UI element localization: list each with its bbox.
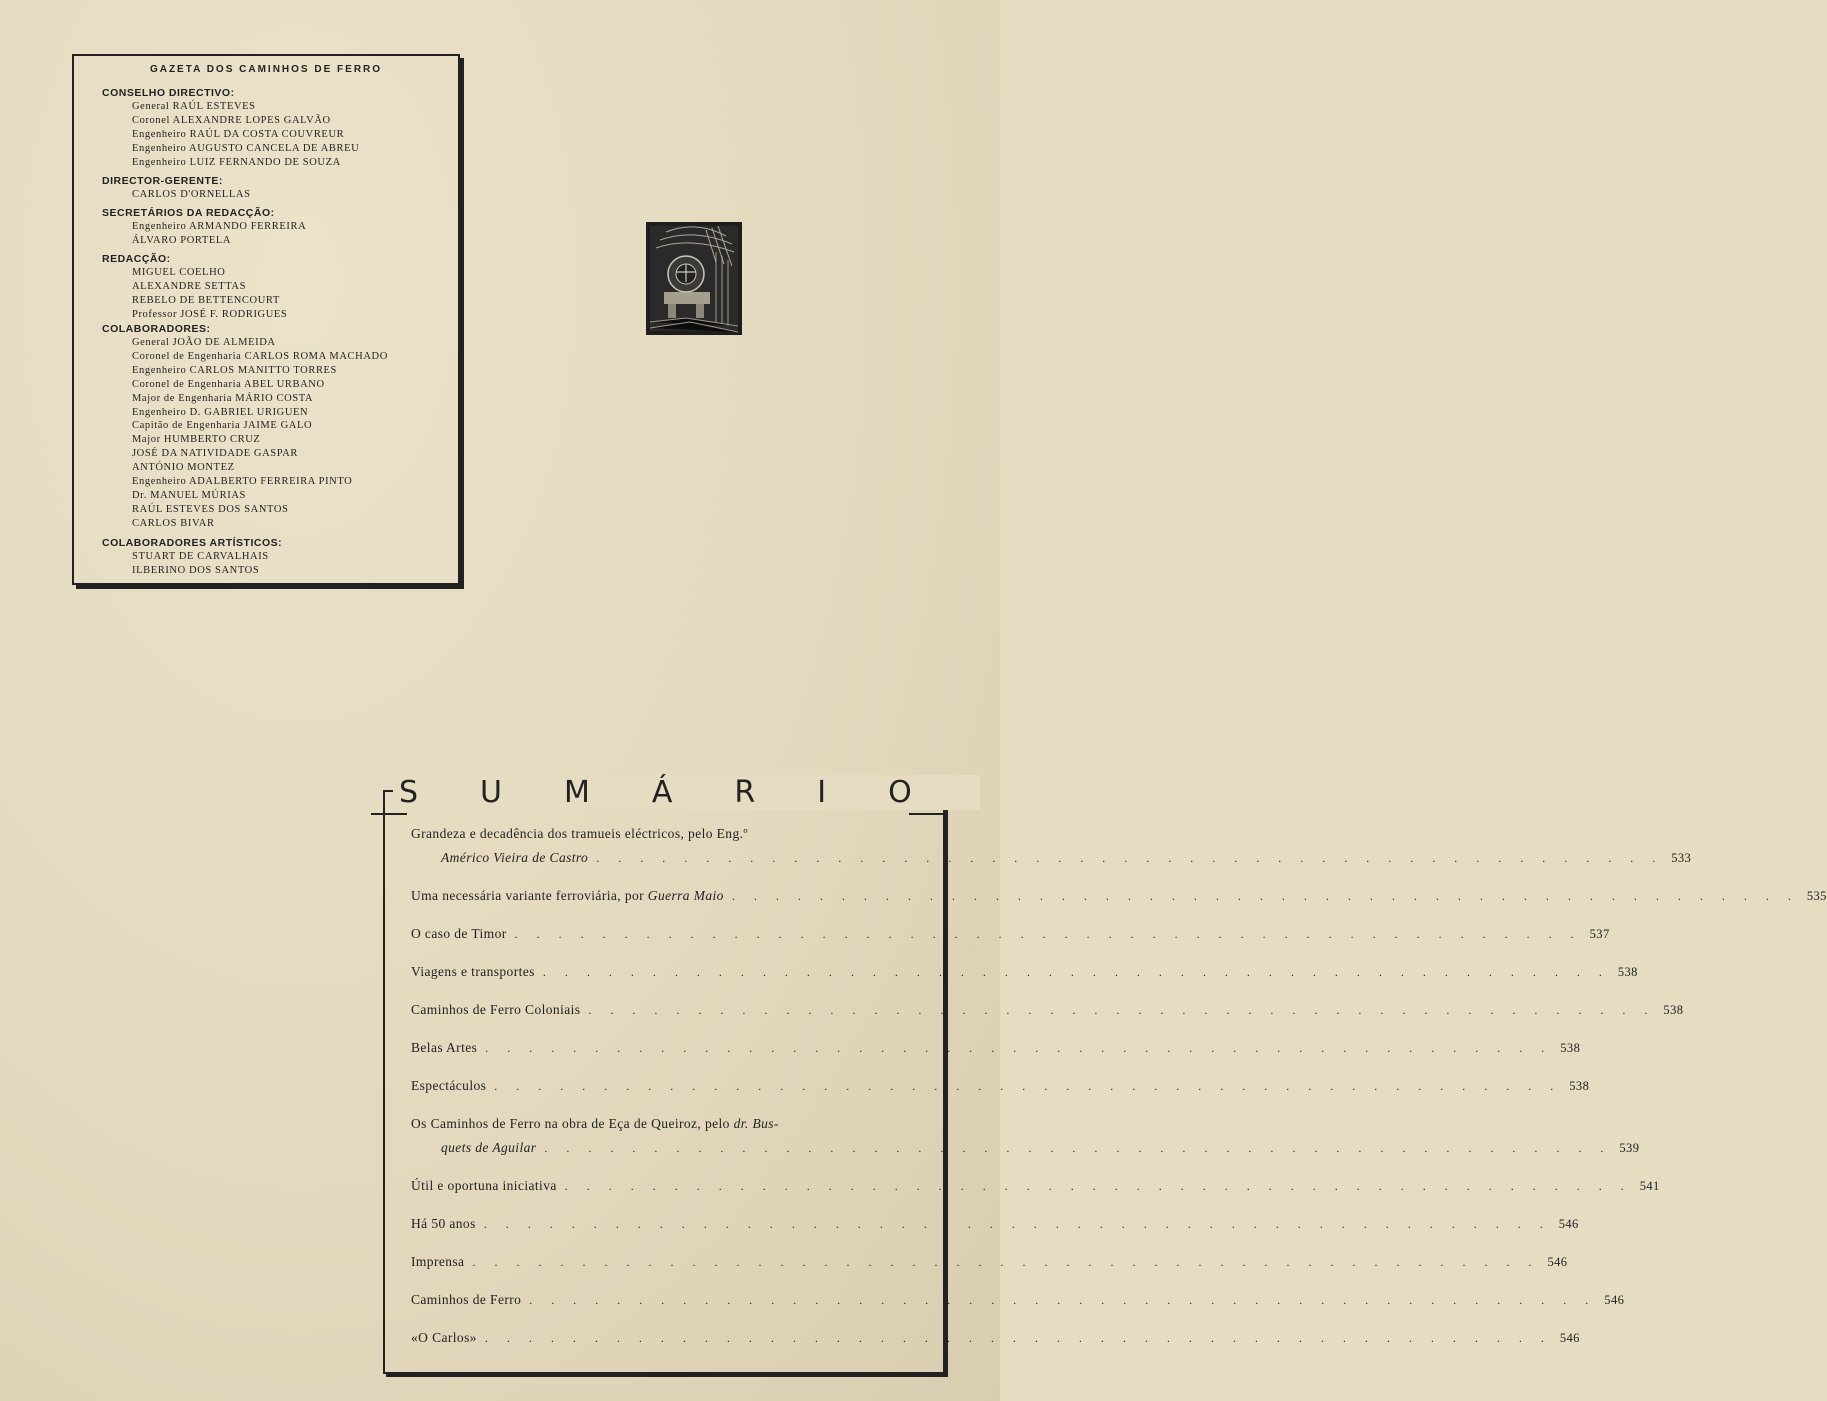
toc-leader-line — [411, 1140, 1640, 1156]
locomotive-woodcut-icon — [646, 222, 742, 335]
toc-leader-line — [411, 1216, 1579, 1232]
leader-dots: . . . . . . . . . . . . . . . . . . . . . . . . . . . . . . . . . . . . . . . . . . . . . . . . . — [596, 851, 1664, 865]
toc-leader-line — [411, 1002, 1684, 1018]
leader-dots: . . . . . . . . . . . . . . . . . . . . . . . . . . . . . . . . . . . . . . . . . . . . . . . . . — [484, 1331, 1552, 1345]
toc-entry — [411, 1254, 1568, 1270]
staff-name: Coronel ALEXANDRE LOPES GALVÃO — [132, 114, 331, 126]
toc-title: Útil e oportuna iniciativa — [411, 1178, 557, 1193]
toc-leader-line — [411, 926, 1610, 942]
page-number: 546 — [1559, 1331, 1580, 1345]
staff-name: CARLOS D'ORNELLAS — [132, 189, 251, 200]
staff-name: STUART DE CARVALHAIS — [132, 551, 269, 562]
leader-dots: . . . . . . . . . . . . . . . . . . . . . . . . . . . . . . . . . . . . . . . . . . . . . . . . . — [472, 1255, 1540, 1269]
staff-name: Coronel de Engenharia ABEL URBANO — [132, 378, 325, 390]
toc-entry — [411, 888, 1827, 904]
toc-leader-line — [411, 888, 1827, 904]
toc-title: Caminhos de Ferro — [411, 1292, 522, 1307]
toc-entry — [411, 1330, 1580, 1346]
leader-dots: . . . . . . . . . . . . . . . . . . . . . . . . . . . . . . . . . . . . . . . . . . . . . . . . . — [483, 1217, 1551, 1231]
leader-dots: . . . . . . . . . . . . . . . . . . . . . . . . . . . . . . . . . . . . . . . . . . . . . . . . . — [485, 1041, 1553, 1055]
toc-title-continued: quets de Aguilar — [441, 1140, 537, 1155]
toc-title: Há 50 anos — [411, 1216, 476, 1231]
toc-entry — [411, 826, 1692, 866]
page-number: 537 — [1589, 927, 1610, 941]
page-number: 546 — [1558, 1217, 1579, 1231]
leader-dots: . . . . . . . . . . . . . . . . . . . . . . . . . . . . . . . . . . . . . . . . . . . . . . . . . — [588, 1003, 1656, 1017]
masthead-section — [102, 536, 452, 578]
toc-entry — [411, 1178, 1660, 1194]
toc-leader-line — [411, 964, 1638, 980]
masthead-box — [72, 54, 460, 585]
toc-leader-line — [411, 850, 1692, 866]
toc-entry — [411, 1292, 1625, 1308]
toc-entry — [411, 1216, 1579, 1232]
toc-title: Imprensa — [411, 1254, 465, 1269]
toc-entry — [411, 1002, 1684, 1018]
masthead-section — [102, 86, 452, 170]
staff-name: Capitão de Engenharia JAIME GALO — [132, 420, 313, 432]
page-number: 541 — [1639, 1179, 1660, 1193]
leader-dots: . . . . . . . . . . . . . . . . . . . . . . . . . . . . . . . . . . . . . . . . . . . . . . . . . — [529, 1293, 1597, 1307]
leader-dots: . . . . . . . . . . . . . . . . . . . . . . . . . . . . . . . . . . . . . . . . . . . . . . . . . — [544, 1141, 1612, 1155]
toc-title: «O Carlos» — [411, 1330, 477, 1345]
staff-name: REBELO DE BETTENCOURT — [132, 294, 280, 306]
section-heading: SECRETÁRIOS DA REDACÇÃO: — [102, 207, 275, 219]
staff-name: ANTÓNIO MONTEZ — [132, 462, 235, 474]
masthead-section — [102, 322, 452, 531]
staff-name: Major de Engenharia MÁRIO COSTA — [132, 392, 314, 404]
leader-dots: . . . . . . . . . . . . . . . . . . . . . . . . . . . . . . . . . . . . . . . . . . . . . . . . . — [542, 965, 1610, 979]
staff-name: Engenheiro LUIZ FERNANDO DE SOUZA — [132, 156, 341, 168]
page-number: 546 — [1604, 1293, 1625, 1307]
toc-leader-line — [411, 1292, 1625, 1308]
staff-name: Engenheiro RAÚL DA COSTA COUVREUR — [132, 128, 345, 140]
staff-name: Engenheiro ARMANDO FERREIRA — [132, 221, 307, 232]
page-number: 538 — [1663, 1003, 1684, 1017]
masthead-title: GAZETA DOS CAMINHOS DE FERRO — [149, 64, 383, 75]
staff-name: RAÚL ESTEVES DOS SANTOS — [132, 503, 289, 515]
toc-leader-line — [411, 1040, 1581, 1056]
page-number: 539 — [1619, 1141, 1640, 1155]
section-heading: DIRECTOR-GERENTE: — [102, 175, 223, 187]
staff-name: Engenheiro ADALBERTO FERREIRA PINTO — [132, 476, 353, 488]
staff-name: MIGUEL COELHO — [132, 267, 226, 278]
leader-dots: . . . . . . . . . . . . . . . . . . . . . . . . . . . . . . . . . . . . . . . . . . . . . . . . . — [564, 1179, 1632, 1193]
leader-dots: . . . . . . . . . . . . . . . . . . . . . . . . . . . . . . . . . . . . . . . . . . . . . . . . . — [514, 927, 1582, 941]
staff-name: Dr. MANUEL MÚRIAS — [132, 489, 246, 501]
toc-entry — [411, 1116, 1640, 1156]
toc-leader-line — [411, 1254, 1568, 1270]
staff-name: Engenheiro D. GABRIEL URIGUEN — [132, 406, 309, 418]
summary-title-wrap — [393, 770, 974, 814]
staff-name: Professor JOSÉ F. RODRIGUES — [132, 308, 288, 320]
summary-box — [383, 774, 1827, 1374]
leader-dots: . . . . . . . . . . . . . . . . . . . . . . . . . . . . . . . . . . . . . . . . . . . . . . . . . — [494, 1079, 1562, 1093]
toc-title: Grandeza e decadência dos tramueis eléctricos, pelo Eng.º — [411, 826, 748, 841]
masthead-section — [102, 252, 452, 322]
staff-name: Major HUMBERTO CRUZ — [132, 434, 261, 446]
page-number: 533 — [1671, 851, 1692, 865]
toc-title: Uma necessária variante ferroviária, por Guerra Maio — [411, 888, 724, 903]
staff-name: Engenheiro CARLOS MANITTO TORRES — [132, 364, 337, 376]
toc-title: Os Caminhos de Ferro na obra de Eça de Queiroz, pelo dr. Bus- — [411, 1116, 779, 1131]
toc-leader-line — [411, 1178, 1660, 1194]
page-number: 546 — [1547, 1255, 1568, 1269]
toc-title: O caso de Timor — [411, 926, 507, 941]
staff-name: JOSÉ DA NATIVIDADE GASPAR — [132, 448, 299, 460]
section-heading: CONSELHO DIRECTIVO: — [102, 87, 235, 99]
page-number: 538 — [1560, 1041, 1581, 1055]
page-number: 535 — [1806, 889, 1827, 903]
toc-title: Viagens e transportes — [411, 964, 535, 979]
toc-entry — [411, 1040, 1581, 1056]
toc-entry — [411, 964, 1638, 980]
toc-title: Caminhos de Ferro Coloniais — [411, 1002, 581, 1017]
toc-title-continued: Américo Vieira de Castro — [441, 850, 589, 865]
staff-name: Coronel de Engenharia CARLOS ROMA MACHADO — [132, 350, 388, 362]
masthead-section — [102, 206, 452, 248]
toc-leader-line — [411, 1330, 1580, 1346]
staff-name: CARLOS BIVAR — [132, 517, 215, 529]
staff-name: Engenheiro AUGUSTO CANCELA DE ABREU — [132, 142, 360, 154]
toc-entry — [411, 1078, 1590, 1094]
page-number: 538 — [1617, 965, 1638, 979]
section-heading: COLABORADORES: — [102, 323, 211, 335]
toc-title: Belas Artes — [411, 1040, 478, 1055]
staff-name: ILBERINO DOS SANTOS — [132, 564, 260, 576]
staff-name: General RAÚL ESTEVES — [132, 101, 256, 112]
staff-name: ÁLVARO PORTELA — [132, 234, 232, 246]
toc-leader-line — [411, 1078, 1590, 1094]
section-heading: COLABORADORES ARTÍSTICOS: — [102, 537, 283, 549]
toc-title: Espectáculos — [411, 1078, 487, 1093]
section-heading: REDACÇÃO: — [102, 253, 171, 265]
staff-name: ALEXANDRE SETTAS — [132, 280, 247, 292]
staff-name: General JOÃO DE ALMEIDA — [132, 337, 276, 348]
page-number: 538 — [1569, 1079, 1590, 1093]
leader-dots: . . . . . . . . . . . . . . . . . . . . . . . . . . . . . . . . . . . . . . . . . . . . . . . . . — [731, 889, 1799, 903]
toc-entry — [411, 926, 1610, 942]
masthead-section — [102, 174, 452, 202]
summary-title: SUMÁRIO — [393, 775, 980, 810]
